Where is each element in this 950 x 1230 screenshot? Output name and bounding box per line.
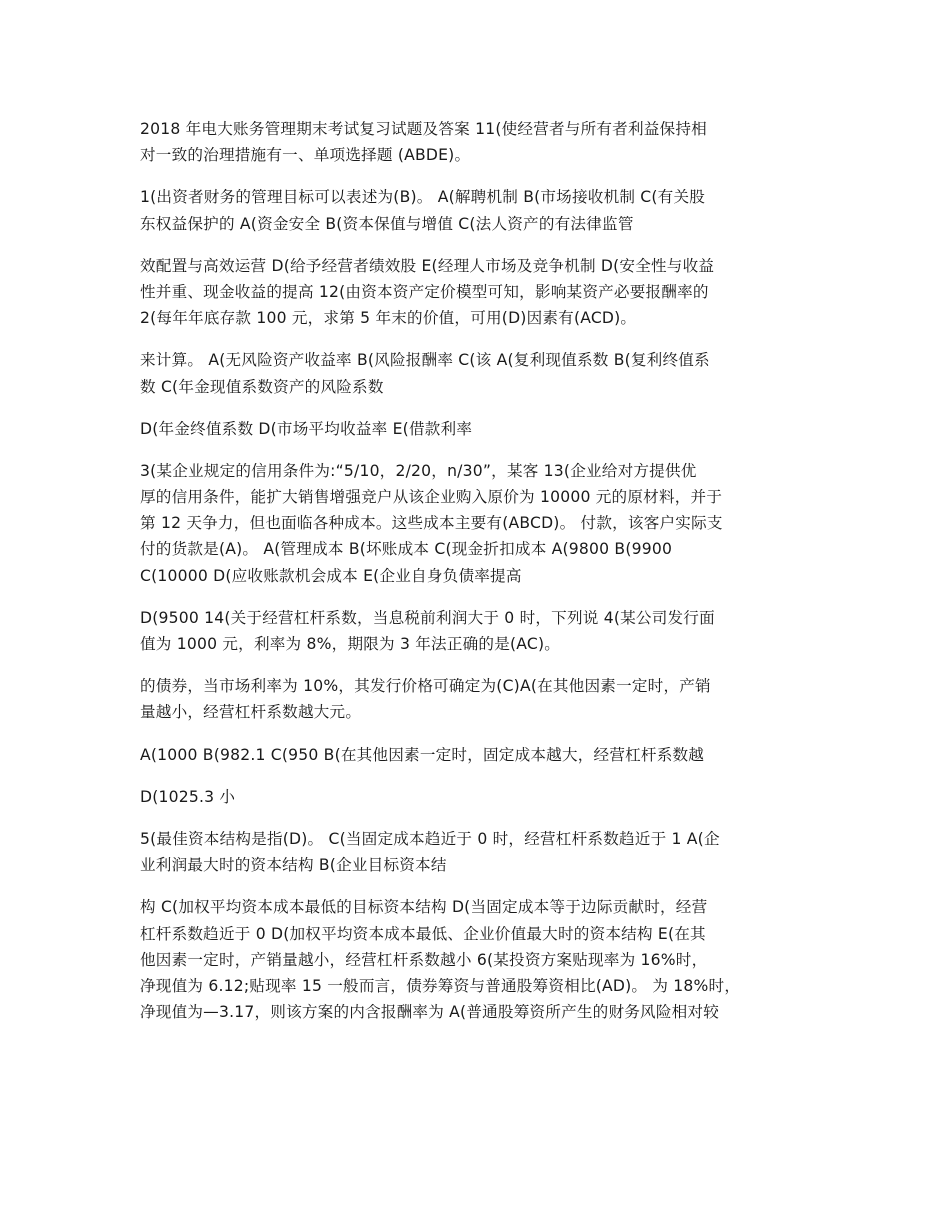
- text-line: 净现值为 6.12;贴现率 15 一般而言，债券筹资与普通股筹资相比(AD)。 为 18%时，: [140, 976, 741, 995]
- text-line: C(10000 D(应收账款机会成本 E(企业自身负债率提高: [140, 566, 522, 585]
- text-line: 性并重、现金收益的提高 12(由资本资产定价模型可知，影响某资产必要报酬率的: [140, 282, 709, 301]
- text-line: 效配置与高效运营 D(给予经营者绩效股 E(经理人市场及竞争机制 D(安全性与收益: [140, 256, 715, 275]
- text-line: 构 C(加权平均资本成本最低的目标资本结构 D(当固定成本等于边际贡献时，经营: [140, 898, 708, 917]
- paragraph-4: [140, 347, 820, 399]
- text-line: 他因素一定时，产销量越小，经营杠杆系数越小 6(某投资方案贴现率为 16%时，: [140, 950, 708, 969]
- paragraph-5: [140, 416, 820, 442]
- text-line: 杠杆系数趋近于 0 D(加权平均资本成本最低、企业价值最大时的资本结构 E(在其: [140, 924, 706, 943]
- paragraph-2: [140, 184, 820, 236]
- text-line: 付的货款是(A)。 A(管理成本 B(坏账成本 C(现金折扣成本 A(9800 B(9900: [140, 540, 673, 559]
- text-line: 数 C(年金现值系数资产的风险系数: [140, 377, 384, 396]
- text-line: 值为 1000 元，利率为 8%，期限为 3 年法正确的是(AC)。: [140, 635, 561, 653]
- text-line: 第 12 天争力，但也面临各种成本。这些成本主要有(ABCD)。 付款，该客户实际支: [140, 514, 723, 533]
- text-line: D(年金终值系数 D(市场平均收益率 E(借款利率: [140, 419, 473, 438]
- document-body: [140, 116, 820, 1041]
- text-line: 厚的信用条件，能扩大销售增强竞户从该企业购入原价为 10000 元的原材料，并于: [140, 488, 723, 507]
- text-line: 2018 年电大账务管理期末考试复习试题及答案 11(使经营者与所有者利益保持相: [140, 120, 707, 138]
- paragraph-11: [140, 826, 820, 878]
- text-line: 对一致的治理措施有一、单项选择题 (ABDE)。: [140, 146, 471, 165]
- text-line: 5(最佳资本结构是指(D)。 C(当固定成本趋近于 0 时，经营杠杆系数趋近于 1 A(企: [140, 829, 720, 848]
- text-line: D(9500 14(关于经营杠杆系数，当息税前利润大于 0 时，下列说 4(某公司发行面: [140, 608, 715, 627]
- paragraph-8: [140, 673, 820, 725]
- text-line: 2(每年年底存款 100 元，求第 5 年末的价值，可用(D)因素有(ACD)。: [140, 309, 637, 328]
- text-line: 量越小，经营杠杆系数越大元。: [140, 703, 362, 722]
- paragraph-7: [140, 605, 820, 657]
- text-line: 3(某企业规定的信用条件为:“5/10，2/20，n/30”，某客 13(企业给对方提供优: [140, 461, 697, 480]
- text-line: 的债券，当市场利率为 10%，其发行价格可确定为(C)A(在其他因素一定时，产销: [140, 677, 711, 696]
- text-line: 净现值为—3.17，则该方案的内含报酬率为 A(普通股筹资所产生的财务风险相对较: [140, 1003, 720, 1022]
- paragraph-12: [140, 894, 820, 1025]
- paragraph-6: [140, 458, 820, 589]
- text-line: 东权益保护的 A(资金安全 B(资本保值与增值 C(法人资产的有法律监管: [140, 214, 634, 233]
- paragraph-1: [140, 116, 820, 168]
- text-line: 来计算。 A(无风险资产收益率 B(风险报酬率 C(该 A(复利现值系数 B(复利终值系: [140, 351, 710, 370]
- text-line: 业利润最大时的资本结构 B(企业目标资本结: [140, 856, 447, 875]
- text-line: A(1000 B(982.1 C(950 B(在其他因素一定时，固定成本越大，经营杠杆系数越: [140, 745, 705, 764]
- paragraph-10: [140, 784, 820, 810]
- text-line: 1(出资者财务的管理目标可以表述为(B)。 A(解聘机制 B(市场接收机制 C(有关股: [140, 188, 706, 207]
- paragraph-3: [140, 253, 820, 332]
- text-line: D(1025.3 小: [140, 787, 236, 806]
- paragraph-9: [140, 742, 820, 768]
